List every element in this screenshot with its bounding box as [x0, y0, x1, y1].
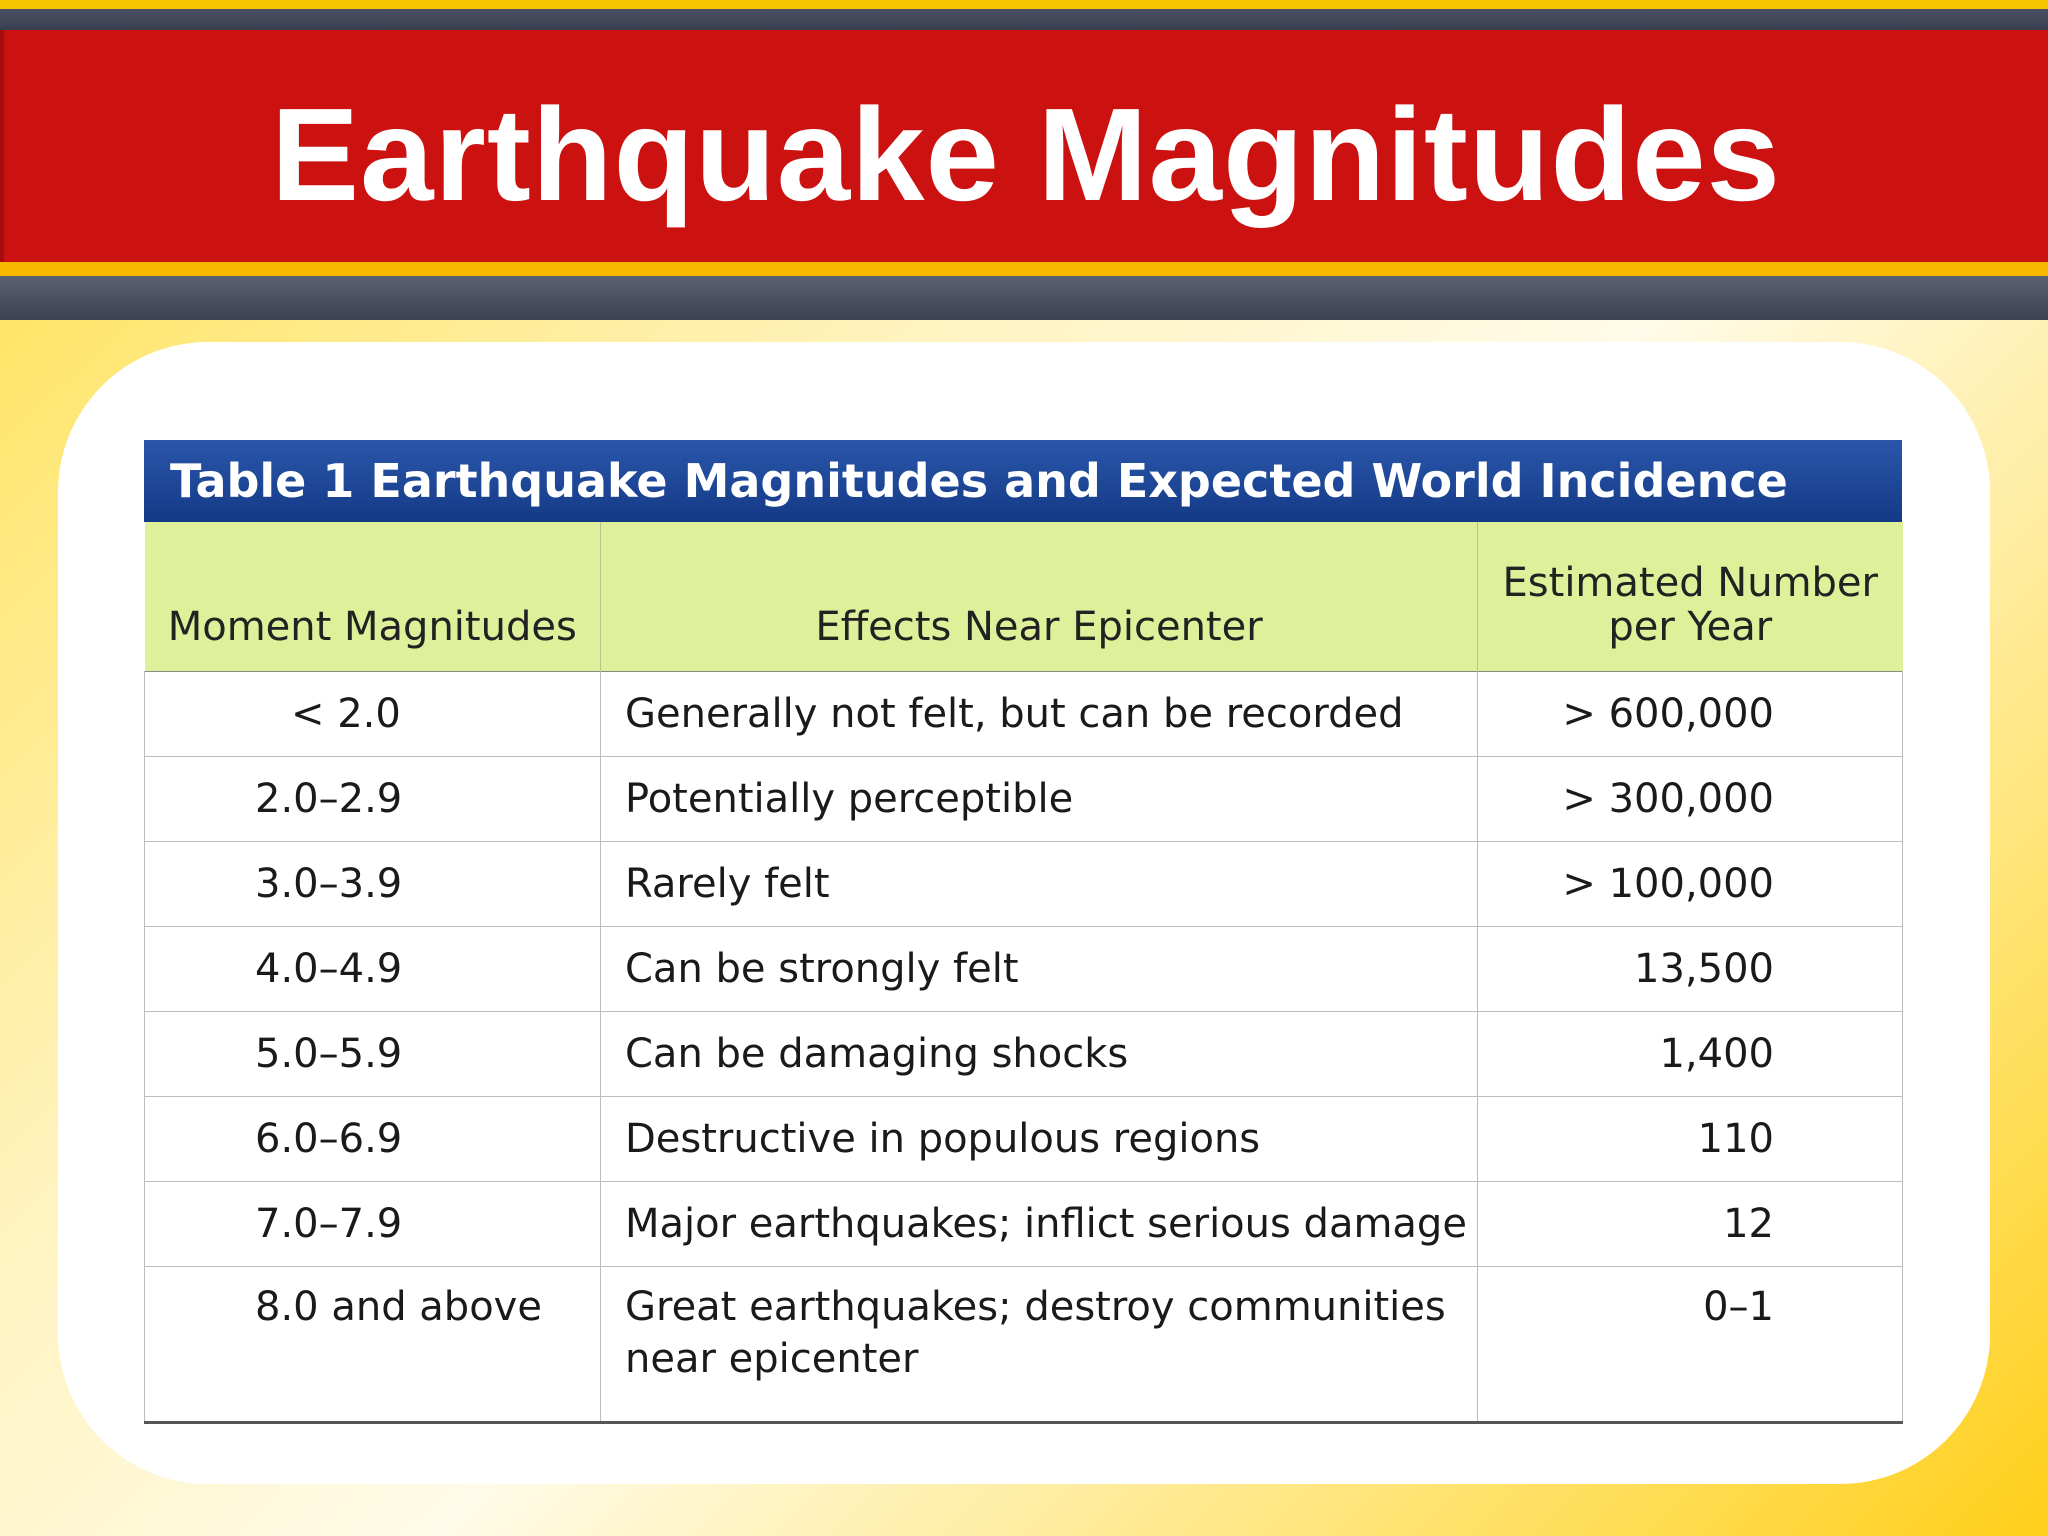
header-row — [145, 522, 1903, 672]
table-row — [145, 757, 1903, 842]
effects-cell: Destructive in populous regions — [601, 1097, 1478, 1182]
effects-cell: Potentially perceptible — [601, 757, 1478, 842]
effects-cell: Can be strongly felt — [601, 927, 1478, 1012]
effects-cell: Generally not felt, but can be recorded — [601, 672, 1478, 757]
effects-cell: Rarely felt — [601, 842, 1478, 927]
effects-cell: Can be damaging shocks — [601, 1012, 1478, 1097]
table-caption: Table 1 Earthquake Magnitudes and Expected World Incidence — [144, 440, 1902, 522]
table-row — [145, 1012, 1903, 1097]
table-row — [145, 927, 1903, 1012]
number-cell: > 100,000 — [1478, 842, 1903, 927]
number-cell: 0–1 — [1478, 1267, 1903, 1423]
top-decorative-bar — [0, 0, 2048, 30]
magnitude-cell: 3.0–3.9 — [145, 842, 601, 927]
number-cell: 110 — [1478, 1097, 1903, 1182]
magnitude-table — [144, 440, 1902, 1424]
magnitude-cell: 7.0–7.9 — [145, 1182, 601, 1267]
column-header-effects: Effects Near Epicenter — [601, 522, 1478, 672]
number-cell: > 600,000 — [1478, 672, 1903, 757]
number-cell: 12 — [1478, 1182, 1903, 1267]
table-row — [145, 1097, 1903, 1182]
number-cell: > 300,000 — [1478, 757, 1903, 842]
effects-cell: Major earthquakes; inflict serious damage — [601, 1182, 1478, 1267]
magnitude-cell: < 2.0 — [145, 672, 601, 757]
table-row — [145, 842, 1903, 927]
gold-stripe — [0, 262, 2048, 276]
column-header-magnitude: Moment Magnitudes — [145, 522, 601, 672]
table-row — [145, 672, 1903, 757]
column-header-number: Estimated Number per Year — [1478, 522, 1903, 672]
slide-title: Earthquake Magnitudes — [271, 81, 1781, 228]
effects-cell: Great earthquakes; destroy communities near epicenter — [601, 1267, 1478, 1423]
gray-stripe — [0, 276, 2048, 320]
magnitude-cell: 2.0–2.9 — [145, 757, 601, 842]
magnitude-cell: 4.0–4.9 — [145, 927, 601, 1012]
number-cell: 1,400 — [1478, 1012, 1903, 1097]
magnitude-cell: 5.0–5.9 — [145, 1012, 601, 1097]
magnitude-cell: 8.0 and above — [145, 1267, 601, 1423]
data-table — [144, 522, 1903, 1424]
magnitude-cell: 6.0–6.9 — [145, 1097, 601, 1182]
title-band — [0, 30, 2048, 262]
table-row — [145, 1267, 1903, 1423]
table-row — [145, 1182, 1903, 1267]
number-cell: 13,500 — [1478, 927, 1903, 1012]
